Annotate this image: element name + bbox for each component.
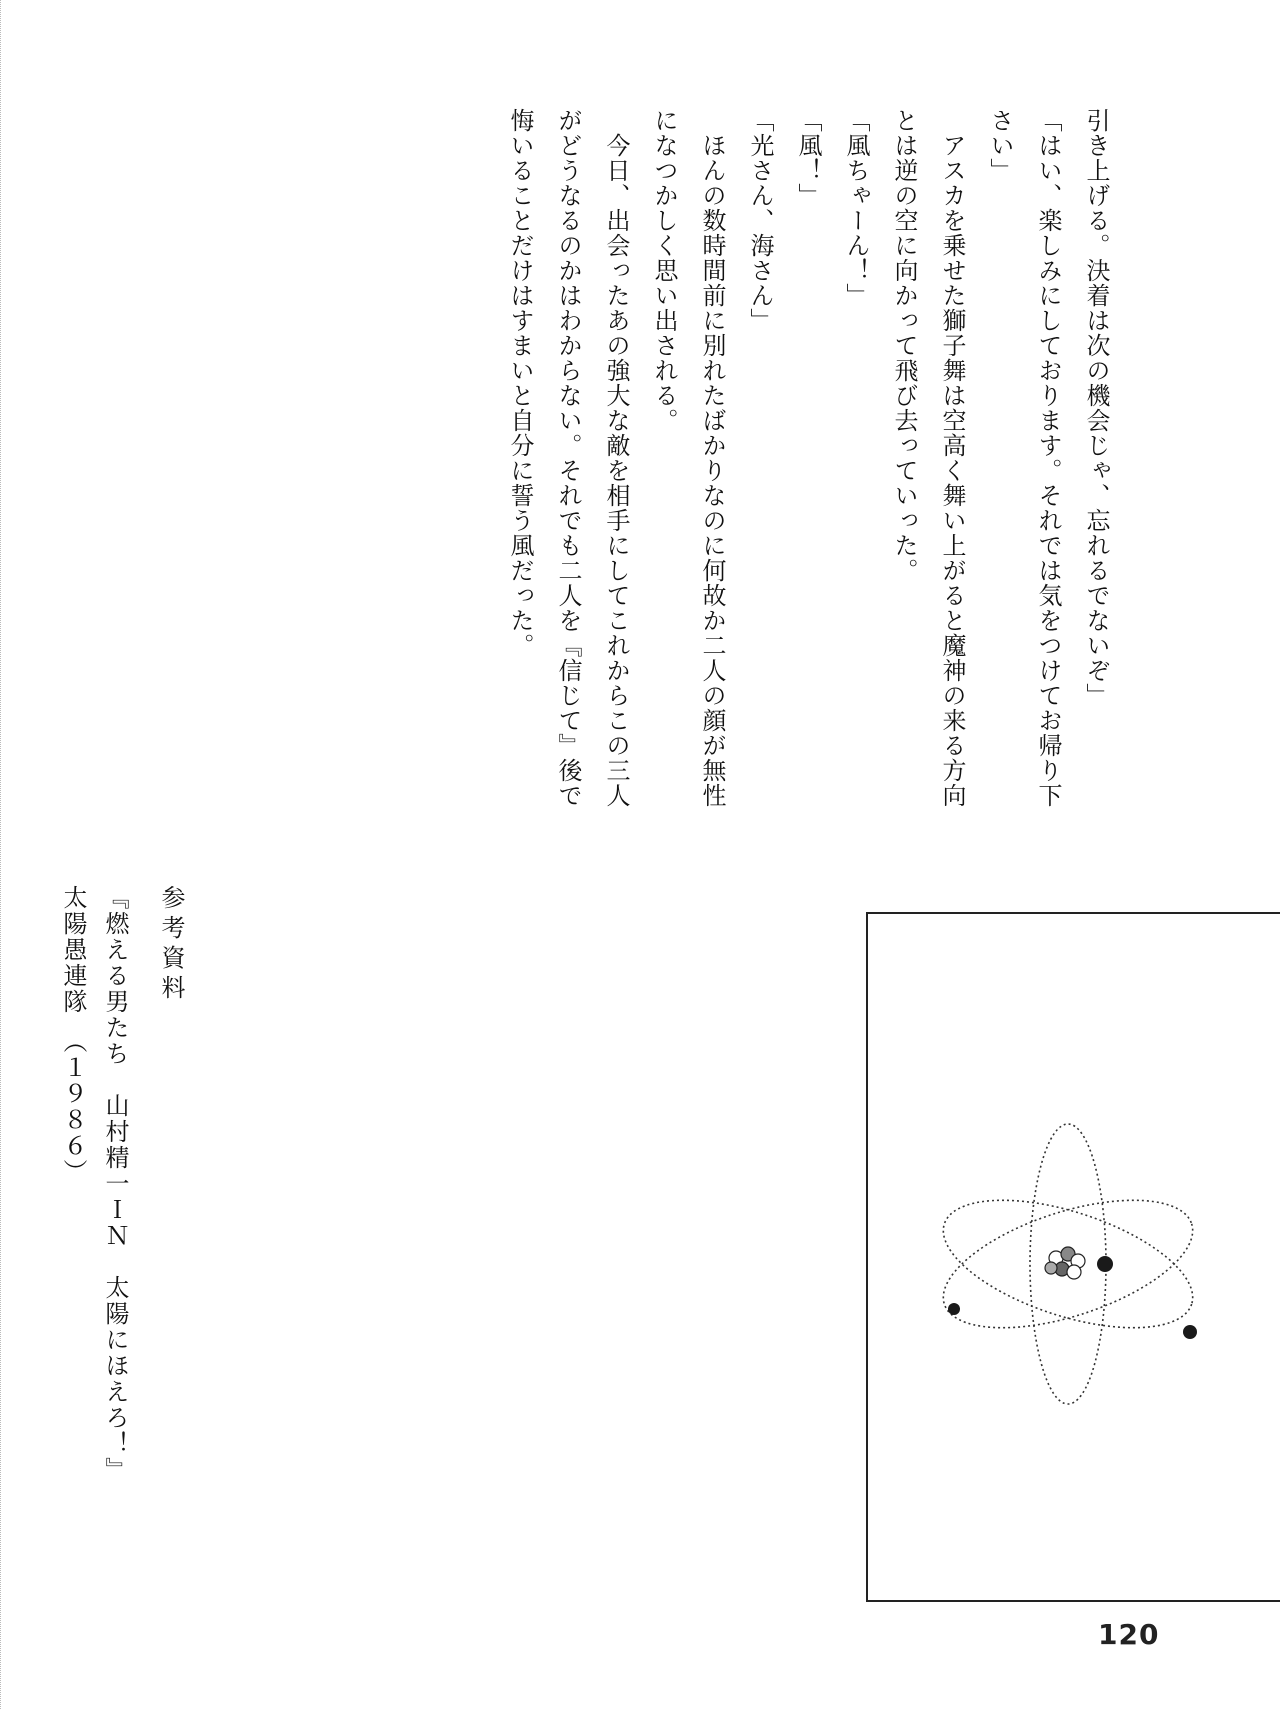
text-paragraph: 「風ちゃーん！」 [842,108,870,308]
text-paragraph: ほんの数時間前に別れたばかりなのに何故か二人の顔が無性になつかしく思い出される。 [650,108,726,808]
text-paragraph: アスカを乗せた獅子舞は空高く舞い上がると魔神の来る方向とは逆の空に向かって飛び去っていった。 [890,108,966,808]
text-paragraph: 引き上げる。決着は次の機会じゃ、忘れるでないぞ」 [1082,108,1110,708]
atom-icon [928,1114,1208,1414]
reference-line: 『燃える男たち 山村精一ＩＮ 太陽にほえろ！』 [101,885,129,1483]
text-paragraph: 今日、出会ったあの強大な敵を相手にしてこれからこの三人がどうなるのかはわからない。それでも二人を『信じて』後で悔いることだけはすまいと自分に誓う風だった。 [506,108,630,808]
text-paragraph: 「風！」 [794,108,822,208]
references-block [59,885,192,1585]
text-paragraph: 「光さん、海さん」 [746,108,774,333]
text-paragraph: 「はい、楽しみにしております。それでは気をつけてお帰り下さい」 [986,108,1062,808]
references-heading: 参考資料 [157,885,185,1005]
illustration-frame [866,912,1280,1602]
reference-line: 太陽愚連隊 （１９８６） [59,885,87,1185]
main-text-block [506,108,1120,808]
binding-edge [0,0,13,1709]
page-number: 120 [1098,1618,1160,1651]
